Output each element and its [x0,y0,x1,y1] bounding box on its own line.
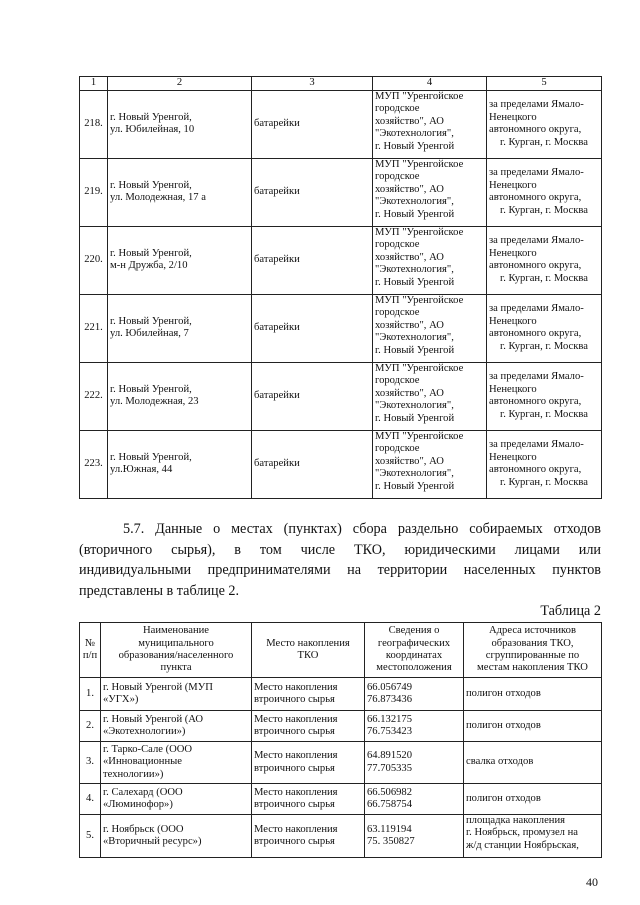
cell-line: г. Тарко-Сале (ООО [103,743,193,755]
section-5-7-paragraph [79,519,601,601]
table-row [80,226,602,294]
header-line: Сведения о [388,625,440,637]
cell-line: Ненецкого [489,111,537,123]
cell-line: 77.705335 [367,762,413,774]
cell-line: 76.753423 [367,726,413,737]
cell-line: хозяйство", АО [375,319,444,331]
cell-line: автономного округа, [489,328,582,340]
row-number: 222. [80,362,108,430]
cell-line: за пределами Ямало- [489,234,584,246]
cell-line: Место накопления [254,713,338,725]
cell-line: хозяйство", АО [375,455,444,467]
cell-line: автономного округа, [489,124,582,136]
municipality-cell [101,711,252,742]
cell-line: полигон отходов [466,719,541,731]
waste-type-cell: батарейки [252,362,373,430]
cell-line: Ненецкого [489,451,537,463]
source-address-cell [464,815,602,858]
header-geo [365,623,464,678]
cell-line: г. Курган, г. Москва [500,476,588,488]
cell-line: г. Новый Уренгой [375,480,455,492]
table-row [80,362,602,430]
cell-line: ж/д станции Ноябрьская, [466,839,579,851]
address-cell [108,430,252,498]
paragraph-line: (вторичного сырья), в том числе ТКО, юридическими лицами или [79,541,601,558]
cell-line: г. Новый Уренгой, [110,451,192,463]
cell-line: Место накопления [254,786,338,798]
header-line: муниципального [138,637,214,649]
header-line: образования ТКО, [491,637,574,649]
cell-line: хозяйство", АО [375,115,444,127]
cell-line: хозяйство", АО [375,183,444,195]
cell-line: г. Ноябрьск (ООО [103,823,184,835]
place-cell [252,815,365,858]
cell-line: МУП "Уренгойское [375,294,464,306]
row-number: 223. [80,430,108,498]
cell-line: 66.506982 [367,786,413,798]
table-row [80,430,602,498]
cell-line: городское [375,103,420,115]
cell-line: Место накопления [254,681,338,693]
cell-line: хозяйство", АО [375,387,444,399]
cell-line: г. Новый Уренгой (АО [103,713,204,725]
cell-line: "Экотехнология", [375,196,454,208]
cell-line: г. Новый Уренгой [375,140,455,152]
cell-line: 76.873436 [367,694,413,705]
cell-line: МУП "Уренгойское [375,158,464,170]
place-cell [252,784,365,815]
source-address-cell [464,784,602,815]
waste-type-cell: батарейки [252,226,373,294]
column-number-row [80,77,602,91]
source-address-cell [464,742,602,784]
header-line: географических [377,637,451,649]
organization-cell [373,226,487,294]
cell-line: г. Новый Уренгой, [110,315,192,327]
destination-cell [487,226,602,294]
organization-cell [373,158,487,226]
table-caption: Таблица 2 [540,603,601,619]
header-line: ТКО [297,650,319,661]
coordinates-cell [365,815,464,858]
cell-line: за пределами Ямало- [489,166,584,178]
cell-line: за пределами Ямало- [489,370,584,382]
header-name [101,623,252,678]
cell-line: г. Новый Уренгой [375,276,455,288]
cell-line: ул. Молодежная, 17 а [110,192,206,204]
cell-line: втроичного сырья [254,836,335,847]
address-cell [108,362,252,430]
cell-line: 75. 350827 [367,836,415,847]
cell-line: ул. Юбилейная, 7 [110,328,189,340]
coordinates-cell [365,711,464,742]
source-address-cell [464,678,602,711]
cell-line: г. Новый Уренгой [375,344,455,356]
cell-line: городское [375,375,420,387]
cell-line: автономного округа, [489,192,582,204]
coordinates-cell [365,784,464,815]
cell-line: 66.132175 [367,713,413,725]
cell-line: г. Курган, г. Москва [500,204,588,216]
cell-line: г. Новый Уренгой, [110,383,192,395]
header-line: местоположения [376,662,452,674]
table-row [80,784,602,815]
source-address-cell [464,711,602,742]
row-number: 5. [80,815,101,858]
cell-line: г. Салехард (ООО [103,786,183,798]
column-number: 1 [80,77,108,91]
organization-cell [373,362,487,430]
cell-line: Место накопления [254,750,338,762]
waste-type-cell: батарейки [252,430,373,498]
address-cell [108,158,252,226]
cell-line: 66.056749 [367,681,413,693]
waste-type-cell: батарейки [252,294,373,362]
cell-line: втроичного сырья [254,726,335,737]
cell-line: свалка отходов [466,756,534,768]
row-number: 3. [80,742,101,784]
cell-line: хозяйство", АО [375,251,444,263]
cell-line: полигон отходов [466,792,541,804]
municipality-cell [101,815,252,858]
column-number: 5 [487,77,602,91]
table-row [80,815,602,858]
place-cell [252,678,365,711]
address-cell [108,226,252,294]
cell-line: городское [375,443,420,455]
cell-line: автономного округа, [489,464,582,476]
header-line: Наименование [143,625,209,637]
waste-type-cell: батарейки [252,90,373,158]
waste-type-cell: батарейки [252,158,373,226]
waste-sites-table-continued [79,76,602,499]
cell-line: г. Новый Уренгой (МУП [103,681,213,693]
paragraph-line: 5.7. Данные о местах (пунктах) сбора раздельно собираемых отходов [123,521,601,537]
table-row [80,711,602,742]
column-number: 2 [108,77,252,91]
place-cell [252,742,365,784]
row-number: 219. [80,158,108,226]
header-line: п/п [82,650,98,661]
cell-line: за пределами Ямало- [489,302,584,314]
organization-cell [373,430,487,498]
place-cell [252,711,365,742]
destination-cell [487,158,602,226]
row-number: 221. [80,294,108,362]
municipality-cell [101,742,252,784]
cell-line: городское [375,171,420,183]
cell-line: втроичного сырья [254,799,335,810]
cell-line: «УГХ») [103,694,139,705]
cell-line: технологии») [103,768,164,780]
cell-line: г. Курган, г. Москва [500,340,588,352]
cell-line: МУП "Уренгойское [375,226,464,238]
municipality-cell [101,784,252,815]
row-number: 1. [80,678,101,711]
cell-line: втроичного сырья [254,694,335,705]
header-number [80,623,101,678]
cell-line: "Экотехнология", [375,400,454,412]
address-cell [108,294,252,362]
collection-points-table [79,622,602,858]
coordinates-cell [365,742,464,784]
cell-line: городское [375,307,420,319]
cell-line: "Экотехнология", [375,264,454,276]
organization-cell [373,90,487,158]
cell-line: г. Новый Уренгой [375,208,455,220]
organization-cell [373,294,487,362]
row-number: 4. [80,784,101,815]
paragraph-line: индивидуальными предпринимателями на территории населенных пунктов [79,562,601,578]
column-number: 3 [252,77,373,91]
cell-line: втроичного сырья [254,762,335,774]
destination-cell [487,430,602,498]
cell-line: автономного округа, [489,396,582,408]
table-row [80,158,602,226]
row-number: 2. [80,711,101,742]
address-cell [108,90,252,158]
coordinates-cell [365,678,464,711]
header-line: координатах [385,650,443,661]
cell-line: автономного округа, [489,260,582,272]
cell-line: "Экотехнология", [375,468,454,480]
cell-line: 63.119194 [367,823,412,835]
destination-cell [487,90,602,158]
cell-line: 66.758754 [367,799,413,810]
cell-line: за пределами Ямало- [489,438,584,450]
cell-line: м-н Дружба, 2/10 [110,260,188,272]
cell-line: ул. Молодежная, 23 [110,396,199,408]
header-line: Адреса источников [489,625,576,637]
header-place [252,623,365,678]
cell-line: «Экотехнологии») [103,726,186,737]
header-line: местам накопления ТКО [477,662,588,674]
destination-cell [487,362,602,430]
cell-line: МУП "Уренгойское [375,362,464,374]
cell-line: ул.Южная, 44 [110,464,173,476]
cell-line: Ненецкого [489,247,537,259]
cell-line: площадка накопления [466,815,565,826]
column-number: 4 [373,77,487,91]
municipality-cell [101,678,252,711]
header-line: сгруппированные по [485,650,580,661]
cell-line: ул. Юбилейная, 10 [110,124,195,136]
cell-line: "Экотехнология", [375,128,454,140]
header-line: образования/населенного [118,650,234,661]
cell-line: «Инновационные [103,756,182,768]
header-line: № [84,637,96,649]
cell-line: «Люминофор») [103,799,173,810]
header-line: пункта [160,662,192,674]
table-row [80,742,602,784]
paragraph-line: представлены в таблице 2. [79,582,240,599]
cell-line: Место накопления [254,823,338,835]
table-header-row [80,623,602,678]
page-number: 40 [586,875,598,889]
cell-line: г. Курган, г. Москва [500,272,588,284]
cell-line: г. Курган, г. Москва [500,408,588,420]
header-line: Место накопления [266,637,350,649]
table-row [80,294,602,362]
cell-line: "Экотехнология", [375,332,454,344]
cell-line: г. Новый Уренгой, [110,247,192,259]
table-row [80,678,602,711]
cell-line: городское [375,239,420,251]
header-sources [464,623,602,678]
cell-line: г. Новый Уренгой, [110,179,192,191]
cell-line: г. Новый Уренгой [375,412,455,424]
cell-line: г. Новый Уренгой, [110,111,192,123]
cell-line: МУП "Уренгойское [375,90,464,102]
cell-line: полигон отходов [466,687,541,699]
cell-line: за пределами Ямало- [489,98,584,110]
table-row [80,90,602,158]
cell-line: г. Ноябрьск, промузел на [466,827,578,839]
cell-line: «Вторичный ресурс») [103,836,202,847]
destination-cell [487,294,602,362]
cell-line: Ненецкого [489,383,537,395]
row-number: 220. [80,226,108,294]
row-number: 218. [80,90,108,158]
cell-line: 64.891520 [367,750,413,762]
cell-line: г. Курган, г. Москва [500,136,588,148]
cell-line: Ненецкого [489,315,537,327]
cell-line: МУП "Уренгойское [375,430,464,442]
cell-line: Ненецкого [489,179,537,191]
